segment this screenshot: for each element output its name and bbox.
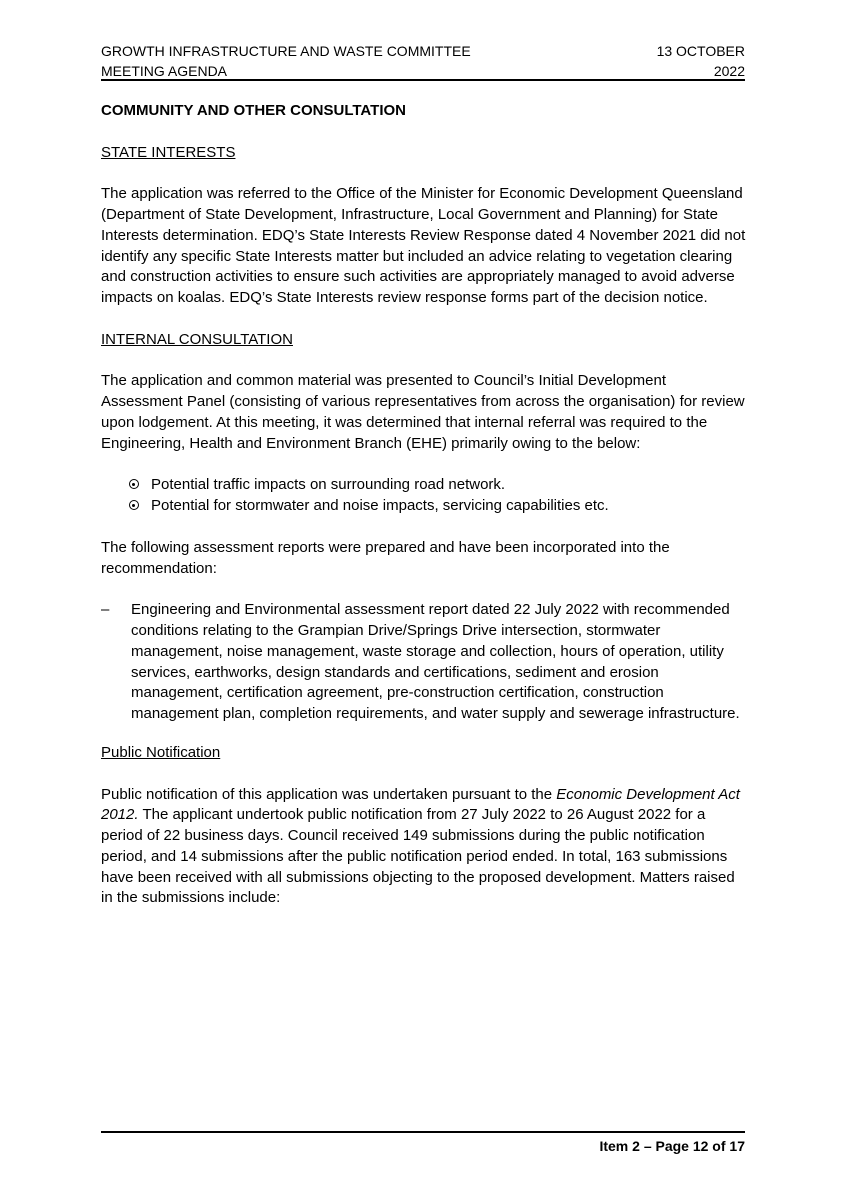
list-item (129, 496, 747, 517)
list-item (129, 475, 747, 496)
report-item-text: Engineering and Environmental assessment report dated 22 July 2022 with recommended conditions relating to the Grampian Drive/Springs Drive intersection, stormwater management, noise management, waste storage and collection, hours of operation, utility services, earthworks, design standards and certifications, sediment and erosion management, certification agreement, pre-construction certification, construction management plan, completion requirements, and water supply and sewerage infrastructure. (131, 601, 740, 723)
meeting-date-month: 13 OCTOBER (656, 43, 745, 59)
internal-consultation-heading: INTERNAL CONSULTATION (101, 330, 293, 348)
meeting-date (657, 41, 745, 81)
footer-divider (101, 1131, 745, 1133)
internal-consultation-paragraph: The application and common material was presented to Council’s Initial Development Assessment Panel (consisting of various representatives from across the organisation) for review upon lodgement. At this meeting, it was determined that internal referral was required to the Engineering, Health and Environment Branch (EHE) primarily owing to the below: (101, 372, 745, 452)
act-name: Economic Development Act 2012. (101, 785, 740, 824)
reports-intro: The following assessment reports were prepared and have been incorporated into the recommendation: (101, 538, 670, 577)
report-item (101, 600, 747, 725)
page-header (101, 41, 745, 81)
public-notification-paragraph (101, 785, 747, 910)
list-item-text: Potential for stormwater and noise impacts, servicing capabilities etc. (151, 497, 609, 515)
public-notification-heading: Public Notification (101, 743, 221, 761)
circle-bullet-icon (129, 479, 139, 489)
list-item-text: Potential traffic impacts on surrounding road network. (151, 476, 506, 494)
committee-name: GROWTH INFRASTRUCTURE AND WASTE COMMITTEE (101, 43, 471, 59)
state-interests-heading: STATE INTERESTS (101, 143, 236, 161)
public-notification-text-rest: The applicant undertook public notification from 27 July 2022 to 26 August 2022 for a period of 22 business days. Council received 149 submissions during the public notification period, and 14 submissions after the public notification period ended. In total, 163 submissions have been received with all submissions objecting to the proposed development. Matters raised in the submissions include: (101, 806, 735, 907)
document-body (101, 101, 747, 909)
committee-title (101, 41, 471, 81)
circle-bullet-icon (129, 500, 139, 510)
header-divider (101, 79, 745, 81)
referral-reasons-list (101, 475, 747, 517)
page-number: Item 2 – Page 12 of 17 (599, 1138, 745, 1154)
section-title: COMMUNITY AND OTHER CONSULTATION (101, 102, 406, 119)
agenda-label: MEETING AGENDA (101, 63, 228, 79)
dash-bullet: – (101, 601, 110, 619)
state-interests-paragraph: The application was referred to the Office of the Minister for Economic Development Queensland (Department of State Development, Infrastructure, Local Government and Planning) for State Interests determination. EDQ’s State Interests Review Response dated 4 November 2021 did not identify any specific State Interests matter but included an advice relating to vegetation clearing and construction activities to ensure such activities are appropriately managed to avoid adverse impacts on koalas. EDQ’s State Interests review response forms part of the decision notice. (101, 185, 746, 307)
meeting-date-year: 2022 (713, 63, 745, 79)
public-notification-text-start: Public notification of this application was undertaken pursuant to the (101, 785, 557, 803)
